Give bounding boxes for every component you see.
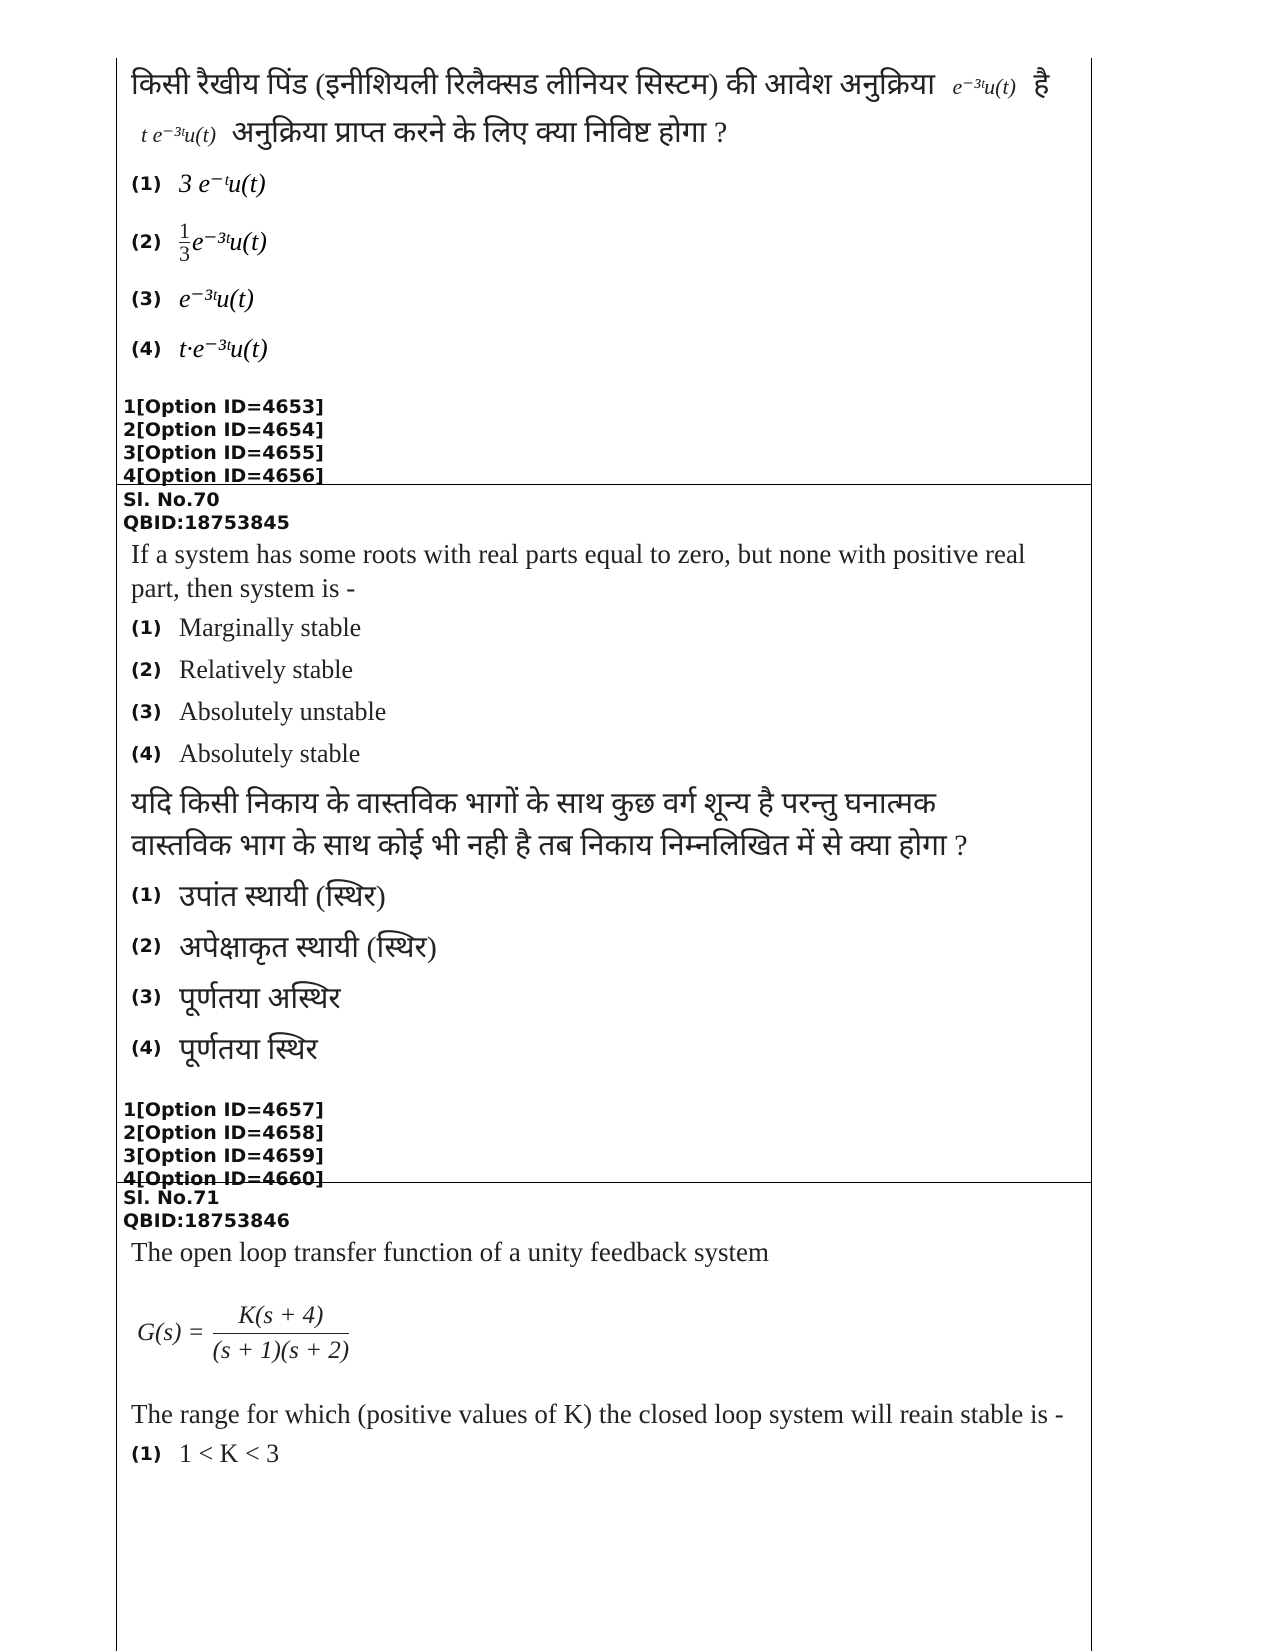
option-number: (1) [131, 173, 162, 195]
option-id: 4[Option ID=4656] [123, 465, 324, 487]
transfer-function-denominator: (s + 1)(s + 2) [212, 1336, 350, 1364]
option-number: (1) [131, 617, 162, 639]
option-value: 1 < K < 3 [179, 1439, 280, 1468]
q70-question: If a system has some roots with real parts equal to zero, but none with positive real part, then system is - [131, 539, 1026, 603]
option-number: (1) [131, 1443, 162, 1465]
option-fraction [179, 217, 190, 266]
q71-question-continued: The range for which (positive values of K) the closed loop system will reain stable is - [131, 1399, 1064, 1429]
option-id: 4[Option ID=4660] [123, 1168, 324, 1190]
option-value: Relatively stable [179, 655, 354, 684]
option-value: t·e⁻³ᵗu(t) [179, 334, 268, 363]
q70-option-2 [123, 649, 1083, 691]
fraction-denominator: 3 [179, 240, 190, 266]
q71-question: The open loop transfer function of a unity feedback system [131, 1237, 770, 1267]
option-id: 2[Option ID=4658] [123, 1122, 324, 1144]
option-value: e⁻³ᵗu(t) [192, 227, 267, 256]
transfer-function-lhs: G(s) = [137, 1319, 205, 1346]
q69-hindi-line1-end: है [1033, 68, 1050, 101]
q71-qbid: QBID:18753846 [123, 1210, 290, 1232]
option-number: (3) [131, 288, 162, 310]
q69-hindi-line1-math: e⁻³ᵗu(t) [952, 74, 1016, 99]
q71-option-1 [123, 1433, 1083, 1475]
fraction-bar [213, 1333, 350, 1334]
option-number: (1) [131, 883, 162, 906]
option-number: (2) [131, 231, 162, 253]
q70-hindi-question: यदि किसी निकाय के वास्तविक भागों के साथ कुछ वर्ग शून्य है परन्तु घनात्मक वास्तविक भाग के साथ कोई भी नही है तब निकाय निम्नलिखित में से क्या होगा ? [131, 787, 968, 862]
option-value: पूर्णतया अस्थिर [179, 982, 341, 1015]
q70-qbid: QBID:18753845 [123, 512, 290, 534]
option-number: (4) [131, 1036, 162, 1059]
transfer-function-fraction [213, 1302, 350, 1365]
transfer-function-numerator: K(s + 4) [238, 1301, 324, 1329]
q69-option-2 [123, 210, 1083, 274]
q70-hindi-option-1 [123, 869, 1083, 920]
option-value: 3 e⁻ᵗu(t) [179, 169, 266, 198]
question-paper-frame [116, 58, 1092, 1651]
q69-hindi-line2: अनुक्रिया प्राप्त करने के लिए क्या निविष्ट होगा ? [231, 116, 728, 149]
option-number: (2) [131, 934, 162, 957]
option-id: 1[Option ID=4653] [123, 396, 324, 418]
q69-option-3 [123, 274, 1083, 324]
question-70-block [117, 484, 1091, 1190]
q69-option-1 [123, 158, 1083, 210]
q69-hindi-question [123, 62, 1083, 158]
option-value: Absolutely stable [179, 739, 361, 768]
option-id: 2[Option ID=4654] [123, 419, 324, 441]
q69-option-ids [123, 374, 1083, 488]
question-71-block [117, 1182, 1091, 1475]
option-value: अपेक्षाकृत स्थायी (स्थिर) [179, 931, 437, 964]
option-number: (3) [131, 985, 162, 1008]
q69-option-4 [123, 324, 1083, 374]
q71-transfer-function [123, 1291, 1083, 1375]
option-value: Marginally stable [179, 613, 362, 642]
q71-sl-no: Sl. No.71 [123, 1187, 220, 1209]
option-value: उपांत स्थायी (स्थिर) [179, 880, 386, 913]
option-id: 1[Option ID=4657] [123, 1099, 324, 1121]
option-id: 3[Option ID=4659] [123, 1145, 324, 1167]
option-number: (2) [131, 659, 162, 681]
question-69-block [117, 58, 1091, 487]
q70-sl-no: Sl. No.70 [123, 489, 220, 511]
q70-option-4 [123, 733, 1083, 775]
option-value: पूर्णतया स्थिर [179, 1033, 318, 1066]
q70-option-ids [123, 1073, 1083, 1191]
q70-hindi-option-2 [123, 920, 1083, 971]
q70-hindi-option-4 [123, 1022, 1083, 1073]
q70-option-3 [123, 691, 1083, 733]
fraction-numerator: 1 [179, 217, 190, 243]
q69-hindi-line2-math: t e⁻³ᵗu(t) [141, 122, 217, 147]
option-value: e⁻³ᵗu(t) [179, 284, 254, 313]
q69-hindi-line1: किसी रैखीय पिंड (इनीशियली रिलैक्सड लीनियर सिस्टम) की आवेश अनुक्रिया [131, 68, 935, 101]
option-number: (4) [131, 743, 162, 765]
option-value: Absolutely unstable [179, 697, 387, 726]
option-id: 3[Option ID=4655] [123, 442, 324, 464]
q70-option-1 [123, 607, 1083, 649]
option-number: (3) [131, 701, 162, 723]
option-number: (4) [131, 338, 162, 360]
q70-hindi-option-3 [123, 971, 1083, 1022]
